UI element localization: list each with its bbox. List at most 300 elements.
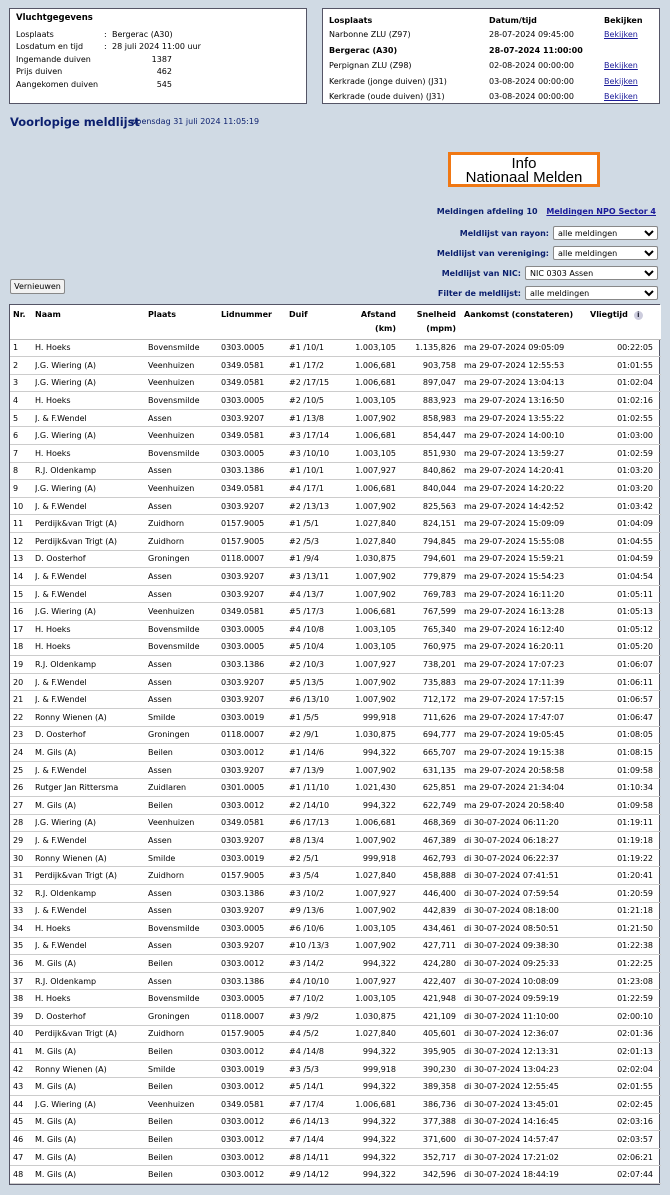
filter-rayon-select[interactable] — [553, 226, 658, 240]
table-row[interactable] — [10, 603, 661, 621]
result-afstand: 1.030,875 — [341, 550, 396, 568]
result-naam: R.J. Oldenkamp — [35, 884, 148, 902]
table-row[interactable] — [10, 497, 661, 515]
result-vliegtijd: 01:22:38 — [586, 937, 661, 955]
release-date: 03-08-2024 00:00:00 — [489, 76, 574, 86]
result-afstand: 1.003,105 — [341, 339, 396, 357]
release-view-cell — [604, 74, 653, 90]
result-snelheid: 395,905 — [396, 1043, 456, 1061]
result-snelheid: 631,135 — [396, 761, 456, 779]
result-afstand: 1.003,105 — [341, 920, 396, 938]
result-plaats: Veenhuizen — [148, 480, 221, 498]
result-lidnummer: 0303.0019 — [221, 849, 289, 867]
table-row[interactable] — [10, 445, 661, 463]
result-nr: 36 — [10, 955, 35, 973]
result-afstand: 1.003,105 — [341, 638, 396, 656]
result-vliegtijd: 01:02:59 — [586, 445, 661, 463]
result-nr: 40 — [10, 1025, 35, 1043]
result-plaats: Assen — [148, 497, 221, 515]
release-view-link[interactable]: Bekijken — [604, 30, 638, 40]
filter-nic — [442, 266, 658, 280]
result-nr: 16 — [10, 603, 35, 621]
result-snelheid: 854,447 — [396, 427, 456, 445]
result-nr: 13 — [10, 550, 35, 568]
result-nr: 44 — [10, 1096, 35, 1114]
result-naam: D. Oosterhof — [35, 726, 148, 744]
result-afstand: 1.006,681 — [341, 480, 396, 498]
result-lidnummer: 0349.0581 — [221, 480, 289, 498]
result-duif: #5 /17/3 — [289, 603, 341, 621]
result-nr: 10 — [10, 497, 35, 515]
result-plaats: Assen — [148, 937, 221, 955]
result-aankomst: ma 29-07-2024 21:34:04 — [456, 779, 586, 797]
result-naam: J.G. Wiering (A) — [35, 814, 148, 832]
result-plaats: Assen — [148, 585, 221, 603]
result-plaats: Zuidhorn — [148, 867, 221, 885]
result-afstand: 1.007,902 — [341, 568, 396, 586]
table-row[interactable] — [10, 972, 661, 990]
result-nr: 37 — [10, 972, 35, 990]
table-row[interactable] — [10, 568, 661, 586]
result-duif: #7 /10/2 — [289, 990, 341, 1008]
info-nationaal-melden-logo[interactable] — [448, 152, 600, 187]
result-vliegtijd: 01:04:09 — [586, 515, 661, 533]
result-nr: 7 — [10, 445, 35, 463]
result-afstand: 1.007,927 — [341, 972, 396, 990]
result-lidnummer: 0303.0019 — [221, 708, 289, 726]
table-row[interactable] — [10, 533, 661, 551]
result-nr: 20 — [10, 673, 35, 691]
result-snelheid: 897,047 — [396, 374, 456, 392]
result-aankomst: di 30-07-2024 12:13:31 — [456, 1043, 586, 1061]
result-plaats: Veenhuizen — [148, 427, 221, 445]
table-row[interactable] — [10, 708, 661, 726]
table-row[interactable] — [10, 656, 661, 674]
result-plaats: Beilen — [148, 1131, 221, 1149]
result-naam: M. Gils (A) — [35, 1131, 148, 1149]
result-duif: #1 /5/1 — [289, 515, 341, 533]
result-vliegtijd: 01:19:11 — [586, 814, 661, 832]
result-lidnummer: 0118.0007 — [221, 1008, 289, 1026]
result-nr: 33 — [10, 902, 35, 920]
result-snelheid: 794,601 — [396, 550, 456, 568]
result-naam: J.G. Wiering (A) — [35, 480, 148, 498]
result-naam: H. Hoeks — [35, 621, 148, 639]
result-plaats: Smilde — [148, 708, 221, 726]
result-duif: #4 /10/8 — [289, 621, 341, 639]
result-duif: #1 /14/6 — [289, 744, 341, 762]
table-row[interactable] — [10, 357, 661, 375]
result-aankomst: ma 29-07-2024 13:59:27 — [456, 445, 586, 463]
table-row[interactable] — [10, 550, 661, 568]
result-nr: 3 — [10, 374, 35, 392]
result-aankomst: di 30-07-2024 09:38:30 — [456, 937, 586, 955]
result-vliegtijd: 02:01:55 — [586, 1078, 661, 1096]
result-vliegtijd: 02:01:36 — [586, 1025, 661, 1043]
result-aankomst: ma 29-07-2024 20:58:58 — [456, 761, 586, 779]
result-afstand: 1.027,840 — [341, 515, 396, 533]
table-row[interactable] — [10, 884, 661, 902]
result-duif: #2 /13/13 — [289, 497, 341, 515]
result-snelheid: 427,711 — [396, 937, 456, 955]
result-aankomst: ma 29-07-2024 16:11:20 — [456, 585, 586, 603]
result-lidnummer: 0303.9207 — [221, 673, 289, 691]
result-nr: 1 — [10, 339, 35, 357]
result-aankomst: di 30-07-2024 14:16:45 — [456, 1113, 586, 1131]
result-vliegtijd: 01:02:16 — [586, 392, 661, 410]
table-row[interactable] — [10, 1043, 661, 1061]
table-row[interactable] — [10, 726, 661, 744]
result-duif: #3 /5/4 — [289, 867, 341, 885]
result-snelheid: 1.135,826 — [396, 339, 456, 357]
result-afstand: 1.006,681 — [341, 357, 396, 375]
table-row[interactable] — [10, 673, 661, 691]
result-afstand: 1.003,105 — [341, 621, 396, 639]
table-row[interactable] — [10, 1078, 661, 1096]
result-duif: #4 /13/7 — [289, 585, 341, 603]
result-afstand: 994,322 — [341, 796, 396, 814]
result-lidnummer: 0303.0005 — [221, 339, 289, 357]
result-vliegtijd: 01:22:59 — [586, 990, 661, 1008]
result-vliegtijd: 01:23:08 — [586, 972, 661, 990]
table-row[interactable] — [10, 374, 661, 392]
table-row[interactable] — [10, 1166, 661, 1184]
result-snelheid: 903,758 — [396, 357, 456, 375]
table-row[interactable] — [10, 867, 661, 885]
result-snelheid: 738,201 — [396, 656, 456, 674]
flight-info-value: 28 juli 2024 11:00 uur — [112, 42, 201, 52]
result-lidnummer: 0303.0012 — [221, 1148, 289, 1166]
result-aankomst: di 30-07-2024 10:08:09 — [456, 972, 586, 990]
result-snelheid: 446,400 — [396, 884, 456, 902]
flight-info-number: 462 — [156, 67, 172, 77]
release-date: 02-08-2024 00:00:00 — [489, 61, 574, 71]
release-view-cell — [604, 89, 653, 104]
result-vliegtijd: 01:21:18 — [586, 902, 661, 920]
filter-nic-select[interactable] — [525, 266, 658, 280]
result-naam: D. Oosterhof — [35, 550, 148, 568]
result-nr: 28 — [10, 814, 35, 832]
result-afstand: 994,322 — [341, 744, 396, 762]
result-snelheid: 760,975 — [396, 638, 456, 656]
result-naam: M. Gils (A) — [35, 1166, 148, 1184]
table-row[interactable] — [10, 480, 661, 498]
result-vliegtijd: 01:03:20 — [586, 480, 661, 498]
result-aankomst: ma 29-07-2024 14:42:52 — [456, 497, 586, 515]
result-afstand: 999,918 — [341, 849, 396, 867]
result-afstand: 1.007,902 — [341, 673, 396, 691]
flight-info-row — [16, 66, 300, 79]
result-nr: 9 — [10, 480, 35, 498]
table-row[interactable] — [10, 937, 661, 955]
result-lidnummer: 0118.0007 — [221, 550, 289, 568]
result-duif: #4 /17/1 — [289, 480, 341, 498]
release-view-link[interactable]: Bekijken — [604, 76, 638, 86]
result-duif: #5 /10/4 — [289, 638, 341, 656]
table-row[interactable] — [10, 744, 661, 762]
result-lidnummer: 0303.0005 — [221, 445, 289, 463]
result-aankomst: di 30-07-2024 14:57:47 — [456, 1131, 586, 1149]
result-snelheid: 389,358 — [396, 1078, 456, 1096]
result-duif: #9 /14/12 — [289, 1166, 341, 1184]
result-duif: #3 /13/11 — [289, 568, 341, 586]
result-vliegtijd: 01:10:34 — [586, 779, 661, 797]
release-place: Kerkrade (jonge duiven) (J31) — [329, 76, 447, 86]
result-nr: 48 — [10, 1166, 35, 1184]
result-snelheid: 779,879 — [396, 568, 456, 586]
filter-vereniging-label: Meldlijst van vereniging: — [436, 248, 549, 258]
result-aankomst: ma 29-07-2024 17:47:07 — [456, 708, 586, 726]
result-naam: Ronny Wienen (A) — [35, 849, 148, 867]
result-aankomst: ma 29-07-2024 13:04:13 — [456, 374, 586, 392]
filter-vereniging — [437, 246, 658, 260]
result-aankomst: ma 29-07-2024 15:55:08 — [456, 533, 586, 551]
release-view-link[interactable]: Bekijken — [604, 61, 638, 71]
result-aankomst: di 30-07-2024 11:10:00 — [456, 1008, 586, 1026]
result-nr: 34 — [10, 920, 35, 938]
result-afstand: 1.007,902 — [341, 585, 396, 603]
result-vliegtijd: 01:09:58 — [586, 796, 661, 814]
result-nr: 19 — [10, 656, 35, 674]
table-row[interactable] — [10, 339, 661, 357]
result-plaats: Bovensmilde — [148, 392, 221, 410]
result-aankomst: di 30-07-2024 08:18:00 — [456, 902, 586, 920]
flight-info-value: Bergerac (A30) — [112, 29, 173, 39]
result-duif: #6 /10/6 — [289, 920, 341, 938]
release-list-panel[interactable] — [322, 8, 660, 104]
result-plaats: Assen — [148, 761, 221, 779]
result-aankomst: ma 29-07-2024 13:55:22 — [456, 409, 586, 427]
result-lidnummer: 0157.9005 — [221, 533, 289, 551]
table-row[interactable] — [10, 392, 661, 410]
link-npo-sector[interactable]: Meldingen NPO Sector 4 — [546, 207, 656, 216]
result-naam: R.J. Oldenkamp — [35, 972, 148, 990]
result-lidnummer: 0349.0581 — [221, 374, 289, 392]
result-plaats: Beilen — [148, 1148, 221, 1166]
table-row[interactable] — [10, 955, 661, 973]
table-row[interactable] — [10, 409, 661, 427]
result-snelheid: 858,983 — [396, 409, 456, 427]
result-vliegtijd: 01:05:13 — [586, 603, 661, 621]
result-plaats: Assen — [148, 972, 221, 990]
table-row[interactable] — [10, 1096, 661, 1114]
result-duif: #6 /13/10 — [289, 691, 341, 709]
col-lidnummer: Lidnummer — [221, 305, 289, 339]
result-duif: #5 /14/1 — [289, 1078, 341, 1096]
table-row[interactable] — [10, 462, 661, 480]
result-lidnummer: 0349.0581 — [221, 1096, 289, 1114]
release-view-link[interactable]: Bekijken — [604, 92, 638, 102]
release-view-cell — [604, 27, 653, 43]
link-afdeling[interactable]: Meldingen afdeling 10 — [436, 207, 538, 216]
filter-vereniging-select[interactable] — [553, 246, 658, 260]
result-nr: 45 — [10, 1113, 35, 1131]
page-title: Voorlopige meldlijst — [10, 115, 140, 129]
result-naam: J. & F.Wendel — [35, 937, 148, 955]
flight-info-number: 1387 — [151, 54, 172, 64]
result-aankomst: di 30-07-2024 12:55:45 — [456, 1078, 586, 1096]
result-nr: 32 — [10, 884, 35, 902]
result-nr: 26 — [10, 779, 35, 797]
result-aankomst: ma 29-07-2024 19:05:45 — [456, 726, 586, 744]
release-view-cell — [604, 58, 653, 74]
result-lidnummer: 0303.9207 — [221, 409, 289, 427]
info-icon[interactable]: i — [634, 311, 643, 320]
result-snelheid: 769,783 — [396, 585, 456, 603]
result-naam: H. Hoeks — [35, 990, 148, 1008]
table-row[interactable] — [10, 779, 661, 797]
result-vliegtijd: 01:04:55 — [586, 533, 661, 551]
table-row[interactable] — [10, 1113, 661, 1131]
result-lidnummer: 0303.0012 — [221, 1131, 289, 1149]
result-duif: #7 /14/4 — [289, 1131, 341, 1149]
result-lidnummer: 0303.1386 — [221, 656, 289, 674]
release-place: Perpignan ZLU (Z98) — [329, 61, 412, 71]
result-plaats: Beilen — [148, 955, 221, 973]
result-duif: #2 /5/3 — [289, 533, 341, 551]
table-row[interactable] — [10, 832, 661, 850]
result-duif: #3 /17/14 — [289, 427, 341, 445]
result-afstand: 1.007,927 — [341, 656, 396, 674]
result-lidnummer: 0303.9207 — [221, 691, 289, 709]
filter-nic-label: Meldlijst van NIC: — [441, 268, 521, 278]
table-row[interactable] — [10, 1060, 661, 1078]
result-afstand: 994,322 — [341, 1113, 396, 1131]
result-aankomst: di 30-07-2024 07:59:54 — [456, 884, 586, 902]
table-row[interactable] — [10, 849, 661, 867]
table-row[interactable] — [10, 621, 661, 639]
result-duif: #9 /13/6 — [289, 902, 341, 920]
result-lidnummer: 0303.0005 — [221, 392, 289, 410]
release-row — [329, 74, 653, 90]
result-vliegtijd: 01:05:20 — [586, 638, 661, 656]
result-naam: Ronny Wienen (A) — [35, 1060, 148, 1078]
result-nr: 46 — [10, 1131, 35, 1149]
result-naam: J.G. Wiering (A) — [35, 374, 148, 392]
result-nr: 22 — [10, 708, 35, 726]
result-afstand: 1.006,681 — [341, 603, 396, 621]
result-aankomst: ma 29-07-2024 15:09:09 — [456, 515, 586, 533]
result-vliegtijd: 01:03:42 — [586, 497, 661, 515]
result-nr: 21 — [10, 691, 35, 709]
table-row[interactable] — [10, 638, 661, 656]
result-plaats: Assen — [148, 409, 221, 427]
table-row[interactable] — [10, 990, 661, 1008]
table-row[interactable] — [10, 796, 661, 814]
table-row[interactable] — [10, 761, 661, 779]
col-nr: Nr. — [10, 305, 35, 339]
result-nr: 12 — [10, 533, 35, 551]
result-naam: M. Gils (A) — [35, 1148, 148, 1166]
result-naam: M. Gils (A) — [35, 955, 148, 973]
table-row[interactable] — [10, 902, 661, 920]
result-naam: J. & F.Wendel — [35, 691, 148, 709]
result-naam: J. & F.Wendel — [35, 568, 148, 586]
table-row[interactable] — [10, 1148, 661, 1166]
result-vliegtijd: 02:02:45 — [586, 1096, 661, 1114]
result-vliegtijd: 02:03:16 — [586, 1113, 661, 1131]
result-naam: Rutger Jan Rittersma — [35, 779, 148, 797]
result-afstand: 1.030,875 — [341, 1008, 396, 1026]
logo-line-2: Nationaal Melden — [465, 169, 583, 186]
result-nr: 24 — [10, 744, 35, 762]
table-row[interactable] — [10, 427, 661, 445]
result-naam: M. Gils (A) — [35, 744, 148, 762]
result-lidnummer: 0303.9207 — [221, 832, 289, 850]
result-afstand: 1.027,840 — [341, 533, 396, 551]
result-vliegtijd: 01:19:18 — [586, 832, 661, 850]
result-snelheid: 390,230 — [396, 1060, 456, 1078]
result-snelheid: 421,948 — [396, 990, 456, 1008]
result-afstand: 1.007,902 — [341, 761, 396, 779]
result-lidnummer: 0118.0007 — [221, 726, 289, 744]
result-lidnummer: 0303.0005 — [221, 638, 289, 656]
filter-meldlijst-label: Filter de meldlijst: — [437, 288, 521, 298]
result-aankomst: ma 29-07-2024 16:13:28 — [456, 603, 586, 621]
table-row[interactable] — [10, 1008, 661, 1026]
result-lidnummer: 0349.0581 — [221, 603, 289, 621]
result-lidnummer: 0303.0012 — [221, 1043, 289, 1061]
result-lidnummer: 0157.9005 — [221, 867, 289, 885]
filter-meldlijst — [438, 286, 658, 300]
table-row[interactable] — [10, 1025, 661, 1043]
filter-meldlijst-select[interactable] — [525, 286, 658, 300]
table-row[interactable] — [10, 585, 661, 603]
result-naam: H. Hoeks — [35, 920, 148, 938]
result-naam: J. & F.Wendel — [35, 902, 148, 920]
result-afstand: 999,918 — [341, 708, 396, 726]
result-snelheid: 665,707 — [396, 744, 456, 762]
refresh-button[interactable]: Vernieuwen — [10, 279, 65, 294]
col-snelheid — [396, 305, 456, 339]
result-plaats: Bovensmilde — [148, 920, 221, 938]
result-afstand: 1.006,681 — [341, 427, 396, 445]
table-row[interactable] — [10, 691, 661, 709]
result-plaats: Assen — [148, 832, 221, 850]
table-row[interactable] — [10, 515, 661, 533]
result-afstand: 1.027,840 — [341, 1025, 396, 1043]
result-nr: 47 — [10, 1148, 35, 1166]
result-vliegtijd: 01:09:58 — [586, 761, 661, 779]
flight-info-number: 545 — [156, 79, 172, 89]
result-snelheid: 824,151 — [396, 515, 456, 533]
result-aankomst: di 30-07-2024 13:04:23 — [456, 1060, 586, 1078]
result-lidnummer: 0303.0012 — [221, 744, 289, 762]
result-lidnummer: 0349.0581 — [221, 814, 289, 832]
result-snelheid: 711,626 — [396, 708, 456, 726]
result-nr: 38 — [10, 990, 35, 1008]
result-plaats: Bovensmilde — [148, 990, 221, 1008]
table-row[interactable] — [10, 814, 661, 832]
result-plaats: Assen — [148, 462, 221, 480]
result-nr: 27 — [10, 796, 35, 814]
result-duif: #1 /10/1 — [289, 339, 341, 357]
table-row[interactable] — [10, 1131, 661, 1149]
result-plaats: Zuidhorn — [148, 1025, 221, 1043]
result-vliegtijd: 01:08:05 — [586, 726, 661, 744]
result-afstand: 1.007,902 — [341, 937, 396, 955]
flight-info-label: Losplaats — [16, 29, 54, 39]
release-view-cell — [604, 43, 653, 59]
flight-info-panel — [9, 8, 307, 104]
result-snelheid: 794,845 — [396, 533, 456, 551]
result-aankomst: di 30-07-2024 12:36:07 — [456, 1025, 586, 1043]
result-lidnummer: 0303.0012 — [221, 1113, 289, 1131]
result-vliegtijd: 01:22:25 — [586, 955, 661, 973]
result-afstand: 1.007,927 — [341, 884, 396, 902]
result-afstand: 994,322 — [341, 1148, 396, 1166]
table-row[interactable] — [10, 920, 661, 938]
